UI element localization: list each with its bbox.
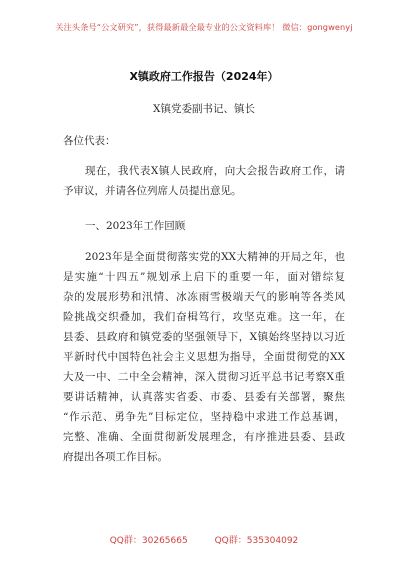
paragraph-line: 大及一中、二中全会精神，深入贯彻习近平总书记考察X重 — [63, 371, 345, 383]
intro-paragraph — [63, 161, 345, 201]
paragraph-line: 府提出各项工作目标。 — [63, 451, 168, 463]
document-title: X镇政府工作报告（2024年） — [129, 70, 279, 83]
header-banner: 关注头条号“公文研究”，获得最新最全最专业的公文资料库！ 微信：gongwenyj — [55, 22, 353, 32]
body-paragraph — [63, 247, 345, 467]
paragraph-line: 完整、准确、全面贯彻新发展理念，有序推进县委、县政 — [63, 431, 345, 443]
paragraph-line: 杂的发展形势和汛情、冰冻雨雪极端天气的影响等各类风 — [63, 291, 345, 303]
paragraph-line: 予审议，并请各位列席人员提出意见。 — [63, 185, 242, 197]
paragraph-line: 县委、县政府和镇党委的坚强领导下，X镇始终坚持以习近 — [63, 331, 345, 343]
paragraph-line: 是实施“十四五”规划承上启下的重要一年，面对错综复 — [63, 271, 345, 283]
document-byline: X镇党委副书记、镇长 — [153, 103, 255, 115]
paragraph-line: 现在，我代表X镇人民政府，向大会报告政府工作，请 — [85, 165, 345, 177]
footer-contacts — [0, 533, 408, 546]
section-heading: 一、2023年工作回顾 — [85, 220, 186, 232]
paragraph-line: 2023年是全面贯彻落实党的XX大精神的开局之年，也 — [85, 251, 345, 263]
footer-qq-group-left: QQ群：30265665 — [109, 536, 188, 546]
paragraph-line: 平新时代中国特色社会主义思想为指导，全面贯彻党的XX — [63, 351, 345, 363]
salutation: 各位代表： — [63, 135, 116, 147]
paragraph-line: “作示范、勇争先”目标定位，坚持稳中求进工作总基调， — [63, 411, 345, 423]
paragraph-line: 要讲话精神，认真落实省委、市委、县委有关部署，聚焦 — [63, 391, 345, 403]
footer-qq-group-right: QQ群：535304092 — [214, 536, 299, 546]
paragraph-line: 险挑战交织叠加，我们奋楫笃行，攻坚克难。这一年，在 — [63, 311, 345, 323]
